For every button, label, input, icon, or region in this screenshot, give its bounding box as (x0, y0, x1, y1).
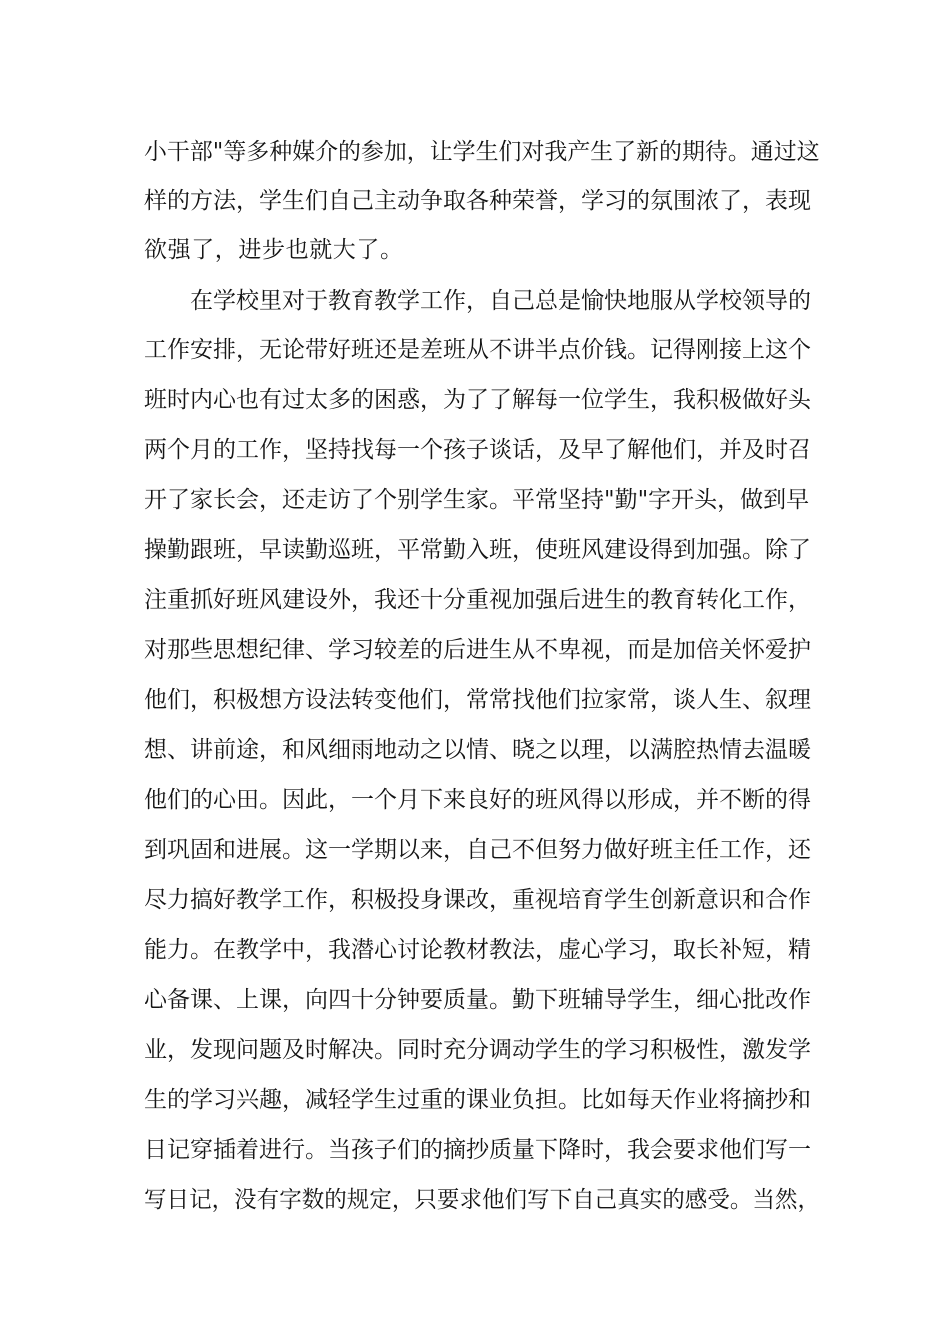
text-line-19: 业，发现问题及时解决。同时充分调动学生的学习积极性，激发学 (144, 1037, 811, 1063)
text-line-10: 注重抓好班风建设外，我还十分重视加强后进生的教育转化工作， (144, 587, 811, 613)
text-line-1: 小干部"等多种媒介的参加，让学生们对我产生了新的期待。通过这 (144, 139, 820, 165)
text-line-6: 班时内心也有过太多的困惑，为了了解每一位学生，我积极做好头 (144, 387, 811, 413)
text-line-20: 生的学习兴趣，减轻学生过重的课业负担。比如每天作业将摘抄和 (144, 1087, 811, 1113)
text-line-11: 对那些思想纪律、学习较差的后进生从不卑视，而是加倍关怀爱护 (144, 637, 811, 663)
text-line-4: 在学校里对于教育教学工作，自己总是愉快地服从学校领导的 (190, 288, 811, 314)
text-line-14: 他们的心田。因此，一个月下来良好的班风得以形成，并不断的得 (144, 787, 811, 813)
text-line-3: 欲强了，进步也就大了。 (144, 237, 404, 263)
text-line-2: 样的方法，学生们自己主动争取各种荣誉，学习的氛围浓了，表现 (144, 188, 811, 214)
text-line-5: 工作安排，无论带好班还是差班从不讲半点价钱。记得刚接上这个 (144, 337, 811, 363)
text-line-18: 心备课、上课，向四十分钟要质量。勤下班辅导学生，细心批改作 (144, 987, 811, 1013)
text-line-13: 想、讲前途，和风细雨地动之以情、晓之以理，以满腔热情去温暖 (144, 737, 811, 763)
text-line-15: 到巩固和进展。这一学期以来，自己不但努力做好班主任工作，还 (144, 837, 811, 863)
text-line-9: 操勤跟班，早读勤巡班，平常勤入班，使班风建设得到加强。除了 (144, 537, 811, 563)
text-line-16: 尽力搞好教学工作，积极投身课改，重视培育学生创新意识和合作 (144, 887, 811, 913)
text-line-12: 他们，积极想方设法转变他们，常常找他们拉家常，谈人生、叙理 (144, 687, 811, 713)
text-line-21: 日记穿插着进行。当孩子们的摘抄质量下降时，我会要求他们写一 (144, 1137, 811, 1163)
text-line-17: 能力。在教学中，我潜心讨论教材教法，虚心学习，取长补短，精 (144, 937, 811, 963)
text-line-8: 开了家长会，还走访了个别学生家。平常坚持"勤"字开头，做到早 (144, 487, 810, 513)
text-line-7: 两个月的工作，坚持找每一个孩子谈话，及早了解他们，并及时召 (144, 437, 811, 463)
text-line-22: 写日记，没有字数的规定，只要求他们写下自己真实的感受。当然， (144, 1187, 820, 1213)
